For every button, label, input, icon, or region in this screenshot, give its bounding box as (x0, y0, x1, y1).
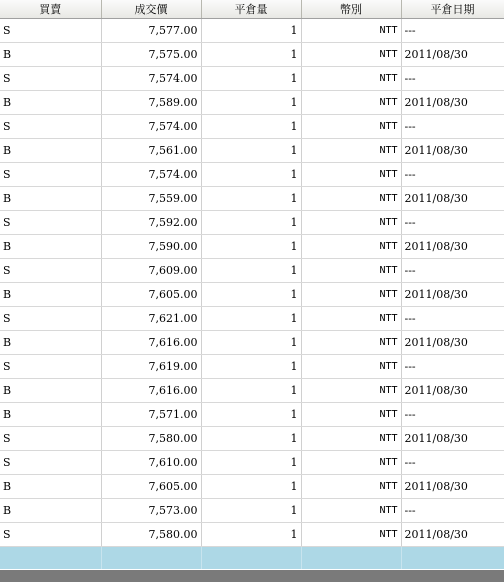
side-cell: B (0, 379, 101, 403)
side-cell: B (0, 187, 101, 211)
currency-cell: NTT (301, 235, 401, 259)
table-row[interactable] (0, 499, 504, 523)
side-cell: B (0, 139, 101, 163)
price-cell: 7,605.00 (101, 475, 201, 499)
close-date-cell: --- (401, 403, 504, 427)
currency-cell: NTT (301, 259, 401, 283)
table-row[interactable] (0, 259, 504, 283)
quantity-cell: 1 (201, 331, 301, 355)
close-date-cell: 2011/08/30 (401, 475, 504, 499)
table-row[interactable] (0, 235, 504, 259)
side-cell: S (0, 355, 101, 379)
table-row[interactable] (0, 427, 504, 451)
column-header-side[interactable]: 買賣 (0, 0, 101, 19)
table-row[interactable] (0, 19, 504, 43)
table-row[interactable] (0, 187, 504, 211)
price-cell: 7,561.00 (101, 139, 201, 163)
price-cell: 7,580.00 (101, 523, 201, 547)
close-date-cell: 2011/08/30 (401, 91, 504, 115)
quantity-cell: 1 (201, 355, 301, 379)
side-cell: B (0, 43, 101, 67)
quantity-cell: 1 (201, 67, 301, 91)
side-cell: S (0, 67, 101, 91)
price-cell: 7,573.00 (101, 499, 201, 523)
close-date-cell: 2011/08/30 (401, 235, 504, 259)
quantity-cell: 1 (201, 427, 301, 451)
close-date-cell: 2011/08/30 (401, 187, 504, 211)
table-row[interactable] (0, 139, 504, 163)
quantity-cell: 1 (201, 19, 301, 43)
price-cell: 7,589.00 (101, 91, 201, 115)
price-cell: 7,559.00 (101, 187, 201, 211)
close-date-cell: 2011/08/30 (401, 283, 504, 307)
side-cell: B (0, 499, 101, 523)
close-date-cell: --- (401, 259, 504, 283)
quantity-cell: 1 (201, 451, 301, 475)
quantity-cell: 1 (201, 403, 301, 427)
close-date-cell: --- (401, 499, 504, 523)
currency-cell: NTT (301, 499, 401, 523)
close-date-cell: 2011/08/30 (401, 139, 504, 163)
close-date-cell: --- (401, 163, 504, 187)
side-cell: B (0, 235, 101, 259)
side-cell: S (0, 163, 101, 187)
empty-cell (101, 547, 201, 570)
price-cell: 7,621.00 (101, 307, 201, 331)
currency-cell: NTT (301, 19, 401, 43)
quantity-cell: 1 (201, 139, 301, 163)
table-row[interactable] (0, 67, 504, 91)
table-row[interactable] (0, 331, 504, 355)
quantity-cell: 1 (201, 91, 301, 115)
quantity-cell: 1 (201, 43, 301, 67)
price-cell: 7,610.00 (101, 451, 201, 475)
table-row[interactable] (0, 523, 504, 547)
price-cell: 7,609.00 (101, 259, 201, 283)
currency-cell: NTT (301, 331, 401, 355)
table-row[interactable] (0, 115, 504, 139)
quantity-cell: 1 (201, 523, 301, 547)
quantity-cell: 1 (201, 307, 301, 331)
quantity-cell: 1 (201, 283, 301, 307)
empty-cell (301, 547, 401, 570)
price-cell: 7,574.00 (101, 115, 201, 139)
table-row[interactable] (0, 307, 504, 331)
status-bar (0, 570, 504, 582)
currency-cell: NTT (301, 211, 401, 235)
table-body (0, 19, 504, 570)
quantity-cell: 1 (201, 187, 301, 211)
price-cell: 7,574.00 (101, 163, 201, 187)
close-date-cell: 2011/08/30 (401, 379, 504, 403)
table-row[interactable] (0, 379, 504, 403)
currency-cell: NTT (301, 91, 401, 115)
currency-cell: NTT (301, 403, 401, 427)
header-row (0, 0, 504, 19)
currency-cell: NTT (301, 139, 401, 163)
quantity-cell: 1 (201, 475, 301, 499)
currency-cell: NTT (301, 523, 401, 547)
close-date-cell: --- (401, 19, 504, 43)
price-cell: 7,616.00 (101, 379, 201, 403)
currency-cell: NTT (301, 115, 401, 139)
price-cell: 7,580.00 (101, 427, 201, 451)
currency-cell: NTT (301, 475, 401, 499)
quantity-cell: 1 (201, 211, 301, 235)
side-cell: B (0, 475, 101, 499)
price-cell: 7,592.00 (101, 211, 201, 235)
close-date-cell: 2011/08/30 (401, 43, 504, 67)
quantity-cell: 1 (201, 499, 301, 523)
quantity-cell: 1 (201, 163, 301, 187)
column-header-quantity[interactable]: 平倉量 (201, 0, 301, 19)
side-cell: B (0, 403, 101, 427)
empty-cell (401, 547, 504, 570)
currency-cell: NTT (301, 283, 401, 307)
side-cell: S (0, 115, 101, 139)
side-cell: B (0, 91, 101, 115)
side-cell: S (0, 451, 101, 475)
currency-cell: NTT (301, 187, 401, 211)
table-row[interactable] (0, 43, 504, 67)
table-row[interactable] (0, 163, 504, 187)
table-row[interactable] (0, 283, 504, 307)
table-row[interactable] (0, 475, 504, 499)
currency-cell: NTT (301, 163, 401, 187)
column-header-currency[interactable]: 幣別 (301, 0, 401, 19)
close-date-cell: --- (401, 307, 504, 331)
empty-cell (0, 547, 101, 570)
close-date-cell: --- (401, 355, 504, 379)
side-cell: S (0, 427, 101, 451)
table-row[interactable] (0, 91, 504, 115)
price-cell: 7,590.00 (101, 235, 201, 259)
currency-cell: NTT (301, 43, 401, 67)
column-header-close-date[interactable]: 平倉日期 (401, 0, 504, 19)
table-row[interactable] (0, 403, 504, 427)
currency-cell: NTT (301, 307, 401, 331)
currency-cell: NTT (301, 67, 401, 91)
column-header-price[interactable]: 成交價 (101, 0, 201, 19)
table-row[interactable] (0, 355, 504, 379)
close-date-cell: --- (401, 67, 504, 91)
currency-cell: NTT (301, 355, 401, 379)
currency-cell: NTT (301, 427, 401, 451)
close-date-cell: --- (401, 211, 504, 235)
close-date-cell: --- (401, 115, 504, 139)
close-date-cell: 2011/08/30 (401, 331, 504, 355)
price-cell: 7,577.00 (101, 19, 201, 43)
quantity-cell: 1 (201, 235, 301, 259)
currency-cell: NTT (301, 379, 401, 403)
close-date-cell: 2011/08/30 (401, 523, 504, 547)
price-cell: 7,575.00 (101, 43, 201, 67)
side-cell: S (0, 19, 101, 43)
close-date-cell: 2011/08/30 (401, 427, 504, 451)
side-cell: S (0, 307, 101, 331)
quantity-cell: 1 (201, 379, 301, 403)
table-row[interactable] (0, 211, 504, 235)
quantity-cell: 1 (201, 115, 301, 139)
empty-cell (201, 547, 301, 570)
price-cell: 7,605.00 (101, 283, 201, 307)
side-cell: S (0, 211, 101, 235)
close-date-cell: --- (401, 451, 504, 475)
price-cell: 7,574.00 (101, 67, 201, 91)
currency-cell: NTT (301, 451, 401, 475)
side-cell: S (0, 523, 101, 547)
side-cell: S (0, 259, 101, 283)
price-cell: 7,571.00 (101, 403, 201, 427)
quantity-cell: 1 (201, 259, 301, 283)
side-cell: B (0, 283, 101, 307)
selected-empty-row[interactable] (0, 547, 504, 570)
table-row[interactable] (0, 451, 504, 475)
side-cell: B (0, 331, 101, 355)
price-cell: 7,619.00 (101, 355, 201, 379)
price-cell: 7,616.00 (101, 331, 201, 355)
